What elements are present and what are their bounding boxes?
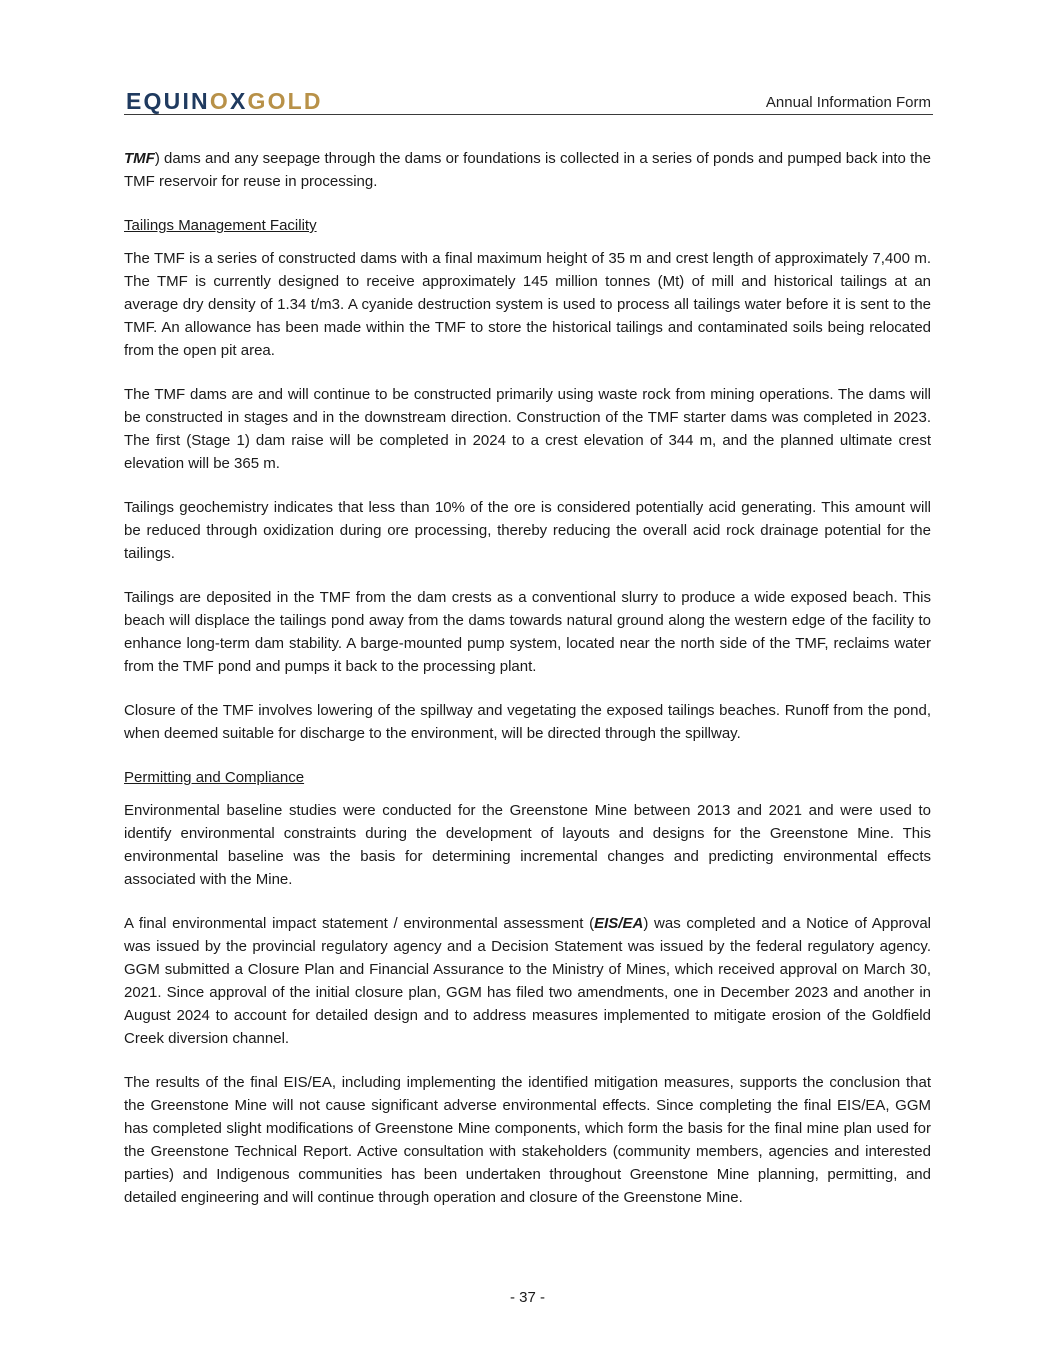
paragraph: The results of the final EIS/EA, including implementing the identified mitigation measures, supports the conclusion that the Greenstone Mine will not cause significant adverse environmental effects. Since completing the final EIS/EA, GGM has completed slight modifications of Greenstone Mine components, which form the basis for the final mine plan used for the Greenstone Technical Report. Active consultation with stakeholders (community members, agencies and interested parties) and Indigenous communities has been undertaken throughout Greenstone Mine planning, permitting, and detailed engineering and will continue through operation and closure of the Greenstone Mine. [124,1074,931,1206]
body-text [124,147,931,1230]
paragraph: Tailings geochemistry indicates that less than 10% of the ore is considered potentially acid generating. This amount will be reduced through oxidization during ore processing, thereby reducing the overall acid rock drainage potential for the tailings. [124,499,931,562]
logo-text-o: O [209,88,230,114]
equinox-gold-logo [126,88,323,114]
paragraph: Tailings are deposited in the TMF from the dam crests as a conventional slurry to produce a wide exposed beach. This beach will displace the tailings pond away from the dams towards natural ground along the western edge of the facility to enhance long-term dam stability. A barge-mounted pump system, located near the north side of the TMF, reclaims water from the TMF pond and pumps it back to the processing plant. [124,589,931,675]
section-heading-permitting: Permitting and Compliance [124,769,305,786]
page-number: - 37 - [509,1289,545,1306]
paragraph-text: A final environmental impact statement / environmental assessment ( [124,915,595,932]
logo-text-gold: GOLD [247,88,323,114]
logo-text-x: X [229,88,248,114]
page-header [124,86,933,116]
paragraph: Closure of the TMF involves lowering of the spillway and vegetating the exposed tailings beaches. Runoff from the pond, when deemed suitable for discharge to the environment, will be directed through the spillway. [124,702,931,742]
paragraph: Environmental baseline studies were conducted for the Greenstone Mine between 2013 and 2021 and were used to identify environmental constraints during the development of layouts and designs for the Greenstone Mine. This environmental baseline was the basis for determining incremental changes and predicting environmental effects associated with the Mine. [124,802,931,888]
paragraph-text: ) dams and any seepage through the dams or foundations is collected in a series of ponds and pumped back into the TMF reservoir for reuse in processing. [124,150,931,190]
bold-term-tmf: TMF [124,150,155,167]
section-heading-tailings: Tailings Management Facility [124,217,317,234]
paragraph [124,912,931,1050]
paragraph: The TMF is a series of constructed dams with a final maximum height of 35 m and crest length of approximately 7,400 m. The TMF is currently designed to receive approximately 145 million tonnes (Mt) of mill and historical tailings at an average dry density of 1.34 t/m3. A cyanide destruction system is used to process all tailings water before it is sent to the TMF. An allowance has been made within the TMF to store the historical tailings and contaminated soils being relocated from the open pit area. [124,250,931,359]
paragraph [124,147,931,193]
document-title: Annual Information Form [765,94,931,111]
paragraph-text: ) was completed and a Notice of Approval was issued by the provincial regulatory agency and a Decision Statement was issued by the federal regulatory agency. GGM submitted a Closure Plan and Financial Assurance to the Ministry of Mines, which received approval on March 30, 2021. Since approval of the initial closure plan, GGM has filed two amendments, one in December 2023 and another in August 2024 to account for detailed design and to address measures implemented to mitigate erosion of the Goldfield Creek diversion channel. [124,915,931,1047]
paragraph: The TMF dams are and will continue to be constructed primarily using waste rock from mining operations. The dams will be constructed in stages and in the downstream direction. Construction of the TMF starter dams was completed in 2023. The first (Stage 1) dam raise will be completed in 2024 to a crest elevation of 344 m, and the planned ultimate crest elevation will be 365 m. [124,386,931,472]
bold-term-eis-ea: EIS/EA [594,915,644,932]
logo-text-equin: EQUIN [126,88,210,114]
header-divider [124,114,933,115]
